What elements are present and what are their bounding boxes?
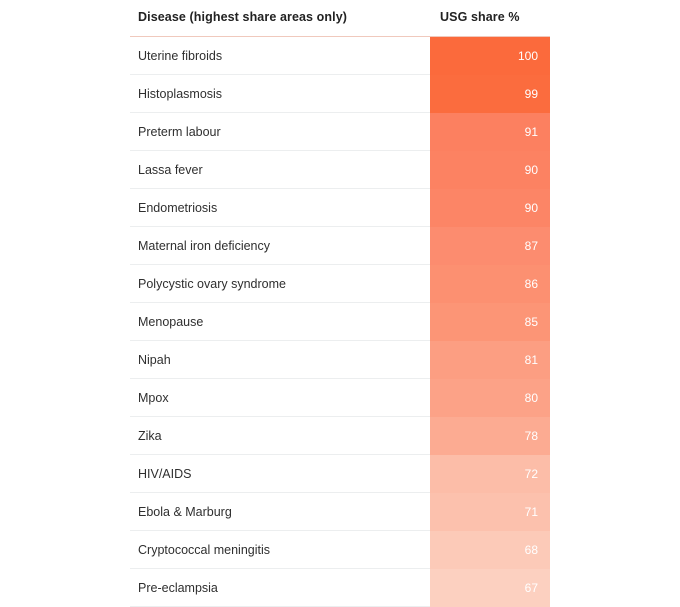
table-row [130,303,550,341]
table-row [130,569,550,607]
table-row [130,379,550,417]
disease-label: Cryptococcal meningitis [130,531,430,569]
disease-label: Mpox [130,379,430,417]
column-header-disease: Disease (highest share areas only) [138,10,348,24]
usg-share-value: 67 [430,569,550,607]
column-header-usg-share: USG share % [440,10,520,24]
disease-label: Pre-eclampsia [130,569,430,607]
usg-share-value: 91 [430,113,550,151]
disease-label: Maternal iron deficiency [130,227,430,265]
disease-label: Nipah [130,341,430,379]
disease-label: Histoplasmosis [130,75,430,113]
disease-label: Ebola & Marburg [130,493,430,531]
usg-share-value: 72 [430,455,550,493]
usg-share-value: 99 [430,75,550,113]
disease-label: Polycystic ovary syndrome [130,265,430,303]
table-row [130,113,550,151]
usg-share-value: 78 [430,417,550,455]
usg-share-value: 71 [430,493,550,531]
table-row [130,531,550,569]
usg-share-value: 81 [430,341,550,379]
usg-share-value: 100 [430,37,550,75]
table-row [130,265,550,303]
table-row [130,493,550,531]
table-row [130,37,550,75]
disease-label: Zika [130,417,430,455]
heat-table-container [130,10,550,607]
disease-label: Lassa fever [130,151,430,189]
table-header [130,10,550,37]
table-body [130,37,550,607]
table-row [130,227,550,265]
table-row [130,341,550,379]
disease-label: Endometriosis [130,189,430,227]
table-row [130,151,550,189]
usg-share-value: 68 [430,531,550,569]
disease-label: Preterm labour [130,113,430,151]
usg-share-value: 87 [430,227,550,265]
table-row [130,455,550,493]
table-row [130,189,550,227]
usg-share-value: 80 [430,379,550,417]
usg-share-value: 85 [430,303,550,341]
usg-share-value: 90 [430,151,550,189]
disease-share-table [130,10,550,607]
disease-label: HIV/AIDS [130,455,430,493]
table-row [130,75,550,113]
usg-share-value: 86 [430,265,550,303]
disease-label: Menopause [130,303,430,341]
table-header-row [130,10,550,37]
usg-share-value: 90 [430,189,550,227]
disease-label: Uterine fibroids [130,37,430,75]
table-row [130,417,550,455]
